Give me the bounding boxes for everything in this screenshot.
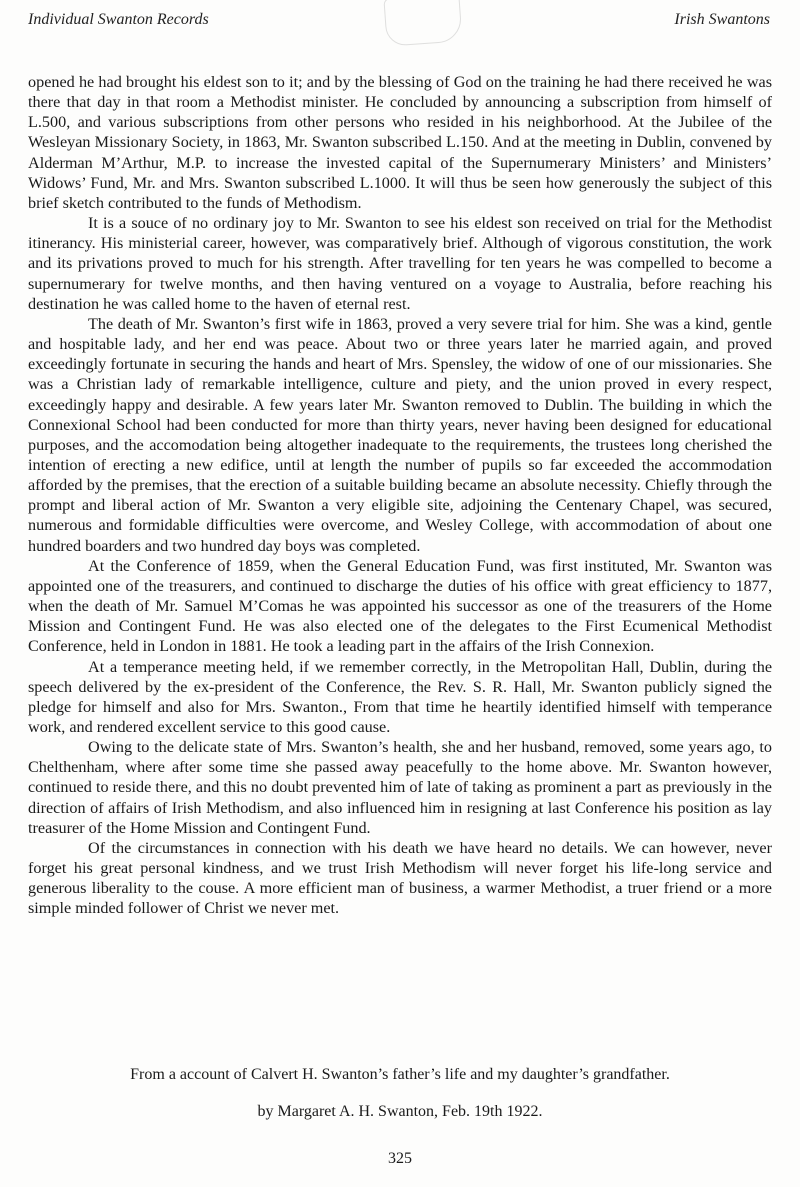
running-header-right: Irish Swantons	[674, 11, 770, 28]
attribution-author: by Margaret A. H. Swanton, Feb. 19th 1922.	[257, 1103, 543, 1120]
faint-stamp-mark	[383, 0, 462, 47]
running-header-left: Individual Swanton Records	[28, 11, 209, 28]
paragraph-3: The death of Mr. Swanton’s first wife in 1863, proved a very severe trial for him. She was a kind, gentle and hospitable lady, and her end was peace. About two or three years later he married again, and proved exceedingly fortunate in securing the hands and heart of Mrs. Spensley, the widow of one of our missionaries. She was a Christian lady of remarkable intelligence, culture and piety, and the union proved in every respect, exceedingly happy and desirable. A few years later Mr. Swanton removed to Dublin. The building in which the Connexional School had been conducted for more than thirty years, never having been designed for educational purposes, and the accomodation being altogether inadequate to the requirements, the trustees long cherished the intention of erecting a new edifice, until at length the number of pupils so far exceeded the accommodation afforded by the premises, that the erection of a suitable building became an absolute necessity. Chiefly through the prompt and liberal action of Mr. Swanton a very eligible site, adjoining the Centenary Chapel, was secured, numerous and formidable difficulties were overcome, and Wesley College, with accommodation of about one hundred boarders and two hundred day boys was completed.	[28, 314, 772, 555]
paragraph-7: Of the circumstances in connection with his death we have heard no details. We can however, never forget his great personal kindness, and we trust Irish Methodism will never forget his life-long service and generous liberality to the couse. A more efficient man of business, a warmer Methodist, a truer friend or a more simple minded follower of Christ we never met.	[28, 838, 772, 918]
paragraph-4: At the Conference of 1859, when the General Education Fund, was first instituted, Mr. Swanton was appointed one of the treasurers, and continued to discharge the duties of his office with great efficiency to 1877, when the death of Mr. Samuel M’Comas he was appointed his successor as one of the treasurers of the Home Mission and Contingent Fund. He was also elected one of the delegates to the First Ecumenical Methodist Conference, held in London in 1881. He took a leading part in the affairs of the Irish Connexion.	[28, 556, 772, 656]
paragraph-2: It is a souce of no ordinary joy to Mr. Swanton to see his eldest son received on trial for the Methodist itinerancy. His ministerial career, however, was comparatively brief. Although of vigorous constitution, the work and its privations proved to much for his strength. After travelling for ten years he was compelled to become a supernumerary for twelve months, and then having ventured on a voyage to Australia, before reaching his destination he was called home to the haven of eternal rest.	[28, 214, 772, 313]
paragraph-6: Owing to the delicate state of Mrs. Swanton’s health, she and her husband, removed, some years ago, to Chelthenham, where after some time she passed away peacefully to the home above. Mr. Swanton however, continued to reside there, and this no doubt prevented him of late of taking as prominent a part as previously in the direction of affairs of Irish Methodism, and also influenced him in resigning at last Conference his position as lay treasurer of the Home Mission and Contingent Fund.	[28, 738, 772, 837]
body-text	[28, 72, 772, 919]
paragraph-5: At a temperance meeting held, if we remember correctly, in the Metropolitan Hall, Dublin, during the speech delivered by the ex-president of the Conference, the Rev. S. R. Hall, Mr. Swanton publicly signed the pledge for himself and also for Mrs. Swanton., From that time he heartily identified himself with temperance work, and rendered excellent service to this good cause.	[28, 657, 772, 736]
page-number: 325	[388, 1150, 412, 1167]
attribution-source: From a account of Calvert H. Swanton’s father’s life and my daughter’s grandfather.	[130, 1066, 670, 1083]
paragraph-1: opened he had brought his eldest son to it; and by the blessing of God on the training he had there received he was there that day in that room a Methodist minister. He concluded by announcing a subscription from himself of L.500, and various subscriptions from other persons who resided in his neighborhood. At the Jubilee of the Wesleyan Missionary Society, in 1863, Mr. Swanton subscribed L.150. And at the meeting in Dublin, convened by Alderman M’Arthur, M.P. to increase the invested capital of the Supernumerary Ministers’ and Ministers’ Widows’ Fund, Mr. and Mrs. Swanton subscribed L.1000. It will thus be seen how generously the subject of this brief sketch contributed to the funds of Methodism.	[28, 73, 772, 212]
